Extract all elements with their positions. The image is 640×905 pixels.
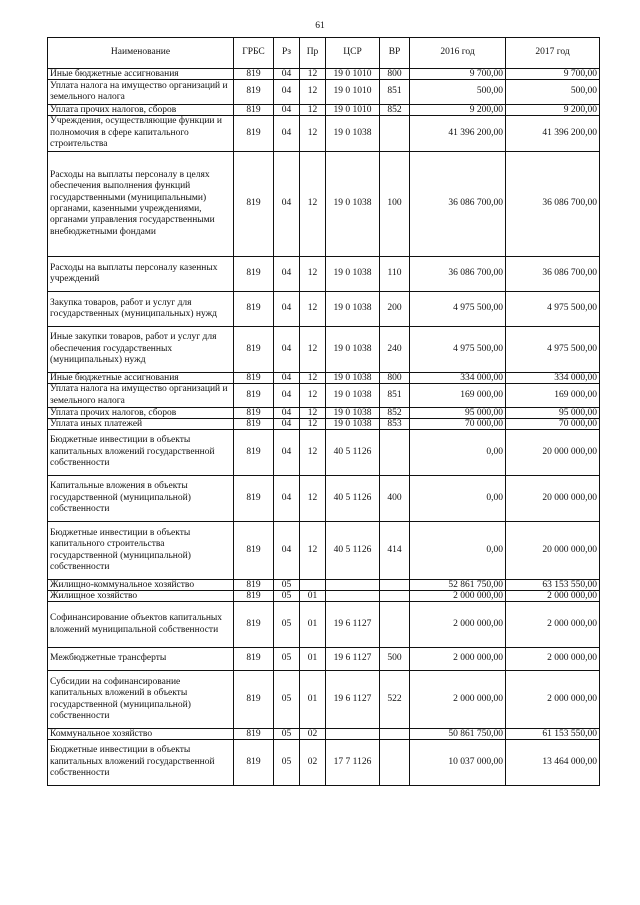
cell-grbs: 819 xyxy=(234,419,274,430)
cell-y2016: 9 200,00 xyxy=(410,105,506,116)
cell-csr: 19 6 1127 xyxy=(326,648,380,671)
table-row xyxy=(48,257,600,292)
cell-grbs: 819 xyxy=(234,152,274,257)
cell-rz: 04 xyxy=(274,80,300,105)
cell-grbs: 819 xyxy=(234,522,274,580)
cell-vr: 522 xyxy=(380,671,410,729)
cell-pr: 12 xyxy=(300,105,326,116)
cell-vr xyxy=(380,740,410,786)
cell-name: Капитальные вложения в объекты государственной (муниципальной) собственности xyxy=(48,476,234,522)
cell-csr: 17 7 1126 xyxy=(326,740,380,786)
cell-vr: 800 xyxy=(380,69,410,80)
cell-rz: 04 xyxy=(274,292,300,327)
cell-y2017: 4 975 500,00 xyxy=(506,292,600,327)
cell-y2016: 36 086 700,00 xyxy=(410,152,506,257)
cell-grbs: 819 xyxy=(234,257,274,292)
table-row xyxy=(48,671,600,729)
table-row xyxy=(48,419,600,430)
cell-name: Субсидии на софинансирование капитальных вложений в объекты государственной (муниципальной) собственности xyxy=(48,671,234,729)
cell-csr: 19 0 1010 xyxy=(326,80,380,105)
table-row xyxy=(48,80,600,105)
cell-y2016: 70 000,00 xyxy=(410,419,506,430)
header-2017: 2017 год xyxy=(506,38,600,69)
cell-pr: 12 xyxy=(300,476,326,522)
cell-rz: 05 xyxy=(274,729,300,740)
cell-y2016: 4 975 500,00 xyxy=(410,327,506,373)
cell-csr: 19 0 1010 xyxy=(326,105,380,116)
cell-name: Бюджетные инвестиции в объекты капитального строительства государственной (муниципальной) собственности xyxy=(48,522,234,580)
table-row xyxy=(48,373,600,384)
cell-grbs: 819 xyxy=(234,729,274,740)
cell-rz: 05 xyxy=(274,591,300,602)
cell-pr: 12 xyxy=(300,384,326,408)
cell-rz: 04 xyxy=(274,430,300,476)
cell-grbs: 819 xyxy=(234,69,274,80)
cell-pr: 12 xyxy=(300,257,326,292)
cell-grbs: 819 xyxy=(234,476,274,522)
cell-y2016: 2 000 000,00 xyxy=(410,648,506,671)
cell-rz: 04 xyxy=(274,384,300,408)
cell-pr: 12 xyxy=(300,292,326,327)
cell-csr xyxy=(326,591,380,602)
cell-vr: 800 xyxy=(380,373,410,384)
cell-rz: 04 xyxy=(274,116,300,152)
cell-pr: 12 xyxy=(300,430,326,476)
table-row xyxy=(48,105,600,116)
cell-y2017: 2 000 000,00 xyxy=(506,591,600,602)
cell-grbs: 819 xyxy=(234,116,274,152)
cell-vr xyxy=(380,116,410,152)
table-row xyxy=(48,116,600,152)
cell-pr: 12 xyxy=(300,327,326,373)
header-2016: 2016 год xyxy=(410,38,506,69)
cell-y2017: 20 000 000,00 xyxy=(506,476,600,522)
table-row xyxy=(48,476,600,522)
cell-name: Бюджетные инвестиции в объекты капитальных вложений государственной собственности xyxy=(48,430,234,476)
cell-y2016: 50 861 750,00 xyxy=(410,729,506,740)
cell-name: Иные закупки товаров, работ и услуг для обеспечения государственных (муниципальных) нужд xyxy=(48,327,234,373)
cell-grbs: 819 xyxy=(234,602,274,648)
cell-y2017: 95 000,00 xyxy=(506,408,600,419)
cell-rz: 04 xyxy=(274,373,300,384)
cell-y2016: 36 086 700,00 xyxy=(410,257,506,292)
header-name: Наименование xyxy=(48,38,234,69)
cell-y2016: 2 000 000,00 xyxy=(410,671,506,729)
table-row xyxy=(48,580,600,591)
cell-vr xyxy=(380,580,410,591)
cell-csr: 19 0 1038 xyxy=(326,384,380,408)
cell-name: Иные бюджетные ассигнования xyxy=(48,69,234,80)
header-csr: ЦСР xyxy=(326,38,380,69)
cell-vr: 852 xyxy=(380,105,410,116)
cell-vr: 400 xyxy=(380,476,410,522)
cell-csr: 19 0 1038 xyxy=(326,292,380,327)
cell-vr: 200 xyxy=(380,292,410,327)
cell-grbs: 819 xyxy=(234,591,274,602)
table-row xyxy=(48,522,600,580)
cell-rz: 04 xyxy=(274,105,300,116)
cell-csr xyxy=(326,729,380,740)
cell-y2017: 2 000 000,00 xyxy=(506,648,600,671)
cell-y2016: 95 000,00 xyxy=(410,408,506,419)
cell-name: Учреждения, осуществляющие функции и полномочия в сфере капитального строительства xyxy=(48,116,234,152)
cell-y2016: 41 396 200,00 xyxy=(410,116,506,152)
cell-y2017: 9 700,00 xyxy=(506,69,600,80)
cell-grbs: 819 xyxy=(234,671,274,729)
cell-y2016: 0,00 xyxy=(410,476,506,522)
cell-y2016: 0,00 xyxy=(410,522,506,580)
cell-grbs: 819 xyxy=(234,327,274,373)
cell-y2017: 41 396 200,00 xyxy=(506,116,600,152)
cell-grbs: 819 xyxy=(234,408,274,419)
cell-name: Коммунальное хозяйство xyxy=(48,729,234,740)
cell-pr: 01 xyxy=(300,648,326,671)
table-row xyxy=(48,327,600,373)
cell-y2016: 0,00 xyxy=(410,430,506,476)
cell-y2016: 169 000,00 xyxy=(410,384,506,408)
cell-grbs: 819 xyxy=(234,430,274,476)
cell-grbs: 819 xyxy=(234,648,274,671)
cell-rz: 04 xyxy=(274,408,300,419)
cell-y2017: 36 086 700,00 xyxy=(506,257,600,292)
cell-y2016: 9 700,00 xyxy=(410,69,506,80)
cell-vr: 414 xyxy=(380,522,410,580)
cell-rz: 04 xyxy=(274,327,300,373)
cell-csr: 19 0 1038 xyxy=(326,116,380,152)
cell-pr: 01 xyxy=(300,671,326,729)
page-number: 61 xyxy=(315,21,325,31)
table-row xyxy=(48,408,600,419)
header-rz: Рз xyxy=(274,38,300,69)
cell-vr: 851 xyxy=(380,384,410,408)
cell-csr: 40 5 1126 xyxy=(326,476,380,522)
cell-y2017: 61 153 550,00 xyxy=(506,729,600,740)
cell-name: Софинансирование объектов капитальных вложений муниципальной собственности xyxy=(48,602,234,648)
cell-name: Расходы на выплаты персоналу в целях обеспечения выполнения функций государственными (муниципальными) органами, казенными учреждениями, органами управления государственными внебюджетными фондами xyxy=(48,152,234,257)
cell-rz: 05 xyxy=(274,671,300,729)
cell-y2016: 2 000 000,00 xyxy=(410,591,506,602)
table-row xyxy=(48,292,600,327)
cell-pr: 12 xyxy=(300,408,326,419)
cell-vr xyxy=(380,430,410,476)
cell-name: Жилищное хозяйство xyxy=(48,591,234,602)
table-row xyxy=(48,430,600,476)
header-vr: ВР xyxy=(380,38,410,69)
header-row xyxy=(48,38,600,69)
header-pr: Пр xyxy=(300,38,326,69)
cell-y2017: 36 086 700,00 xyxy=(506,152,600,257)
cell-csr xyxy=(326,580,380,591)
cell-y2017: 13 464 000,00 xyxy=(506,740,600,786)
cell-csr: 19 0 1038 xyxy=(326,257,380,292)
table-row xyxy=(48,384,600,408)
cell-name: Бюджетные инвестиции в объекты капитальных вложений государственной собственности xyxy=(48,740,234,786)
cell-name: Уплата иных платежей xyxy=(48,419,234,430)
cell-vr xyxy=(380,602,410,648)
cell-vr: 100 xyxy=(380,152,410,257)
cell-rz: 04 xyxy=(274,69,300,80)
cell-pr: 12 xyxy=(300,116,326,152)
cell-vr: 110 xyxy=(380,257,410,292)
cell-y2016: 4 975 500,00 xyxy=(410,292,506,327)
cell-name: Иные бюджетные ассигнования xyxy=(48,373,234,384)
cell-csr: 19 0 1038 xyxy=(326,327,380,373)
cell-pr: 12 xyxy=(300,80,326,105)
cell-csr: 19 0 1038 xyxy=(326,152,380,257)
cell-csr: 19 6 1127 xyxy=(326,671,380,729)
cell-pr xyxy=(300,580,326,591)
cell-grbs: 819 xyxy=(234,580,274,591)
cell-y2017: 63 153 550,00 xyxy=(506,580,600,591)
cell-name: Закупка товаров, работ и услуг для государственных (муниципальных) нужд xyxy=(48,292,234,327)
header-grbs: ГРБС xyxy=(234,38,274,69)
cell-rz: 05 xyxy=(274,740,300,786)
cell-rz: 05 xyxy=(274,602,300,648)
cell-vr: 851 xyxy=(380,80,410,105)
cell-vr: 852 xyxy=(380,408,410,419)
cell-y2017: 334 000,00 xyxy=(506,373,600,384)
cell-pr: 02 xyxy=(300,740,326,786)
cell-y2016: 2 000 000,00 xyxy=(410,602,506,648)
cell-grbs: 819 xyxy=(234,292,274,327)
cell-csr: 19 0 1038 xyxy=(326,419,380,430)
cell-csr: 19 6 1127 xyxy=(326,602,380,648)
cell-y2017: 2 000 000,00 xyxy=(506,602,600,648)
cell-grbs: 819 xyxy=(234,105,274,116)
cell-grbs: 819 xyxy=(234,373,274,384)
cell-vr: 500 xyxy=(380,648,410,671)
cell-y2017: 20 000 000,00 xyxy=(506,430,600,476)
cell-vr xyxy=(380,729,410,740)
cell-pr: 01 xyxy=(300,602,326,648)
cell-pr: 12 xyxy=(300,373,326,384)
cell-pr: 12 xyxy=(300,152,326,257)
cell-name: Жилищно-коммунальное хозяйство xyxy=(48,580,234,591)
cell-csr: 40 5 1126 xyxy=(326,522,380,580)
cell-y2016: 334 000,00 xyxy=(410,373,506,384)
cell-name: Расходы на выплаты персоналу казенных учреждений xyxy=(48,257,234,292)
cell-vr: 240 xyxy=(380,327,410,373)
cell-vr xyxy=(380,591,410,602)
cell-pr: 12 xyxy=(300,522,326,580)
cell-grbs: 819 xyxy=(234,384,274,408)
budget-table xyxy=(47,37,600,786)
cell-y2016: 52 861 750,00 xyxy=(410,580,506,591)
table-row xyxy=(48,648,600,671)
cell-rz: 04 xyxy=(274,419,300,430)
cell-y2017: 500,00 xyxy=(506,80,600,105)
cell-y2017: 20 000 000,00 xyxy=(506,522,600,580)
cell-csr: 19 0 1010 xyxy=(326,69,380,80)
cell-y2017: 70 000,00 xyxy=(506,419,600,430)
table-row xyxy=(48,729,600,740)
cell-rz: 04 xyxy=(274,257,300,292)
cell-name: Уплата прочих налогов, сборов xyxy=(48,408,234,419)
cell-vr: 853 xyxy=(380,419,410,430)
table-row xyxy=(48,591,600,602)
cell-name: Межбюджетные трансферты xyxy=(48,648,234,671)
cell-rz: 04 xyxy=(274,152,300,257)
cell-y2017: 169 000,00 xyxy=(506,384,600,408)
cell-grbs: 819 xyxy=(234,80,274,105)
cell-rz: 05 xyxy=(274,580,300,591)
cell-y2017: 9 200,00 xyxy=(506,105,600,116)
cell-grbs: 819 xyxy=(234,740,274,786)
cell-pr: 12 xyxy=(300,69,326,80)
cell-csr: 19 0 1038 xyxy=(326,408,380,419)
table-row xyxy=(48,740,600,786)
cell-y2017: 2 000 000,00 xyxy=(506,671,600,729)
cell-pr: 02 xyxy=(300,729,326,740)
cell-pr: 01 xyxy=(300,591,326,602)
cell-y2016: 500,00 xyxy=(410,80,506,105)
cell-y2017: 4 975 500,00 xyxy=(506,327,600,373)
cell-name: Уплата прочих налогов, сборов xyxy=(48,105,234,116)
cell-name: Уплата налога на имущество организаций и земельного налога xyxy=(48,80,234,105)
cell-name: Уплата налога на имущество организаций и земельного налога xyxy=(48,384,234,408)
cell-rz: 04 xyxy=(274,476,300,522)
cell-rz: 04 xyxy=(274,522,300,580)
table-row xyxy=(48,602,600,648)
table-row xyxy=(48,69,600,80)
cell-csr: 40 5 1126 xyxy=(326,430,380,476)
cell-rz: 05 xyxy=(274,648,300,671)
cell-y2016: 10 037 000,00 xyxy=(410,740,506,786)
cell-csr: 19 0 1038 xyxy=(326,373,380,384)
cell-pr: 12 xyxy=(300,419,326,430)
table-row xyxy=(48,152,600,257)
